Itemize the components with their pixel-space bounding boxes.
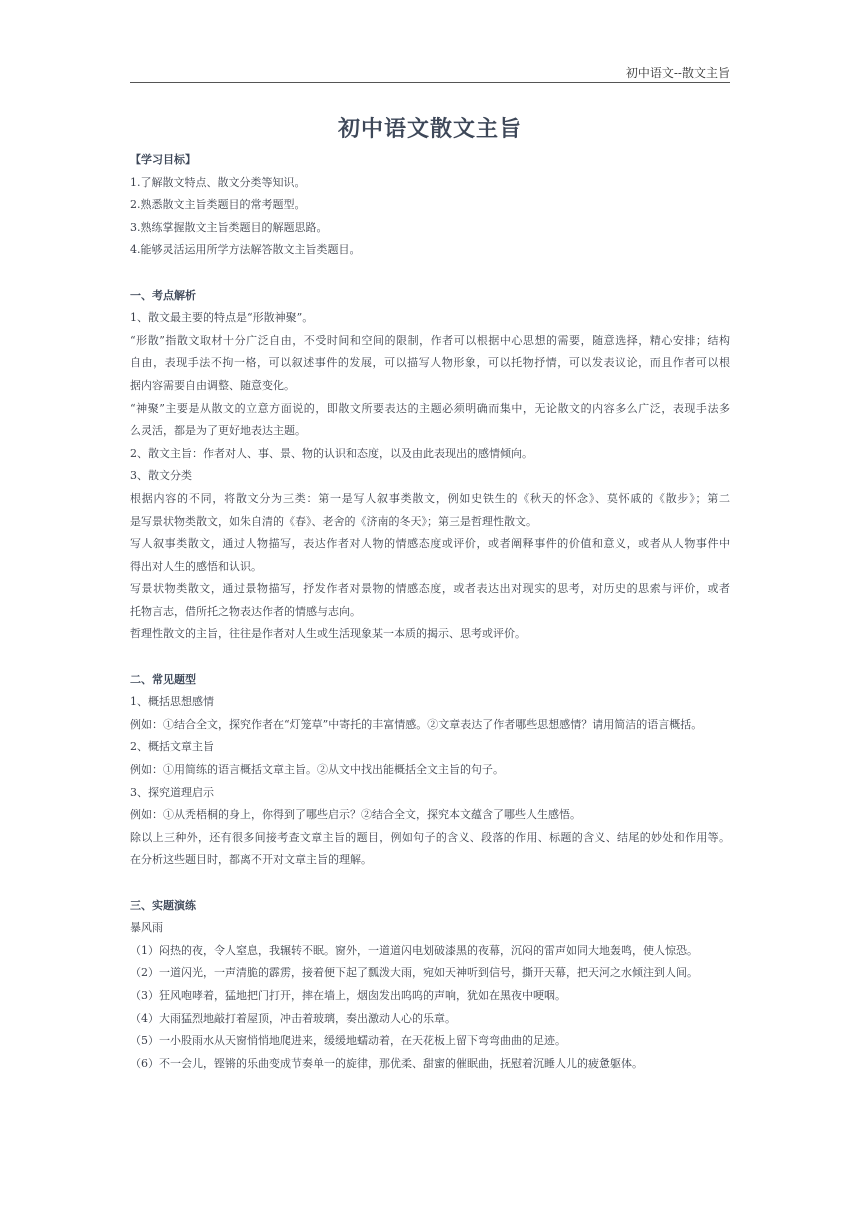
body-line: （4）大雨猛烈地敲打着屋顶，冲击着玻璃，奏出激动人心的乐章。	[130, 1011, 456, 1025]
body-line: （1）闷热的夜，令人窒息，我辗转不眠。窗外，一道道闪电划破漆黑的夜幕，沉闷的雷声如同大地轰鸣，使人惊恐。	[130, 943, 698, 957]
body-line: 除以上三种外，还有很多间接考查文章主旨的题目，例如句子的含义、段落的作用、标题的含义、结尾的妙处和作用等。	[130, 830, 730, 844]
document-body	[130, 149, 730, 1075]
body-line: 3、散文分类	[130, 469, 192, 483]
body-line: 2、散文主旨：作者对人、事、景、物的认识和态度，以及由此表现出的感情倾向。	[130, 446, 533, 460]
header-rule	[130, 82, 730, 83]
body-line: 1、概括思想感情	[130, 695, 214, 709]
body-line: （3）狂风咆哮着，猛地把门打开，摔在墙上，烟囱发出呜呜的声响，犹如在黑夜中哽咽。	[130, 988, 566, 1002]
section-heading: 一、考点解析	[130, 288, 196, 302]
section-heading: 二、常见题型	[130, 672, 196, 686]
running-header: 初中语文--散文主旨	[625, 66, 730, 80]
body-line: 哲理性散文的主旨，往往是作者对人生或生活现象某一本质的揭示、思考或评价。	[130, 627, 526, 641]
body-line: 据内容需要自由调整、随意变化。	[130, 378, 295, 392]
spacer	[130, 646, 730, 669]
objective-item: 1.了解散文特点、散文分类等知识。	[130, 175, 306, 189]
body-line: 写景状物类散文，通过景物描写，抒发作者对景物的情感态度，或者表达出对现实的思考，对历史的思索与评价，或者	[130, 582, 730, 596]
body-line: （2）一道闪光，一声清脆的霹雳，接着便下起了瓢泼大雨，宛如天神听到信号，撕开天幕，把天河之水倾注到人间。	[130, 966, 698, 980]
body-line: 是写景状物类散文，如朱自清的《春》、老舍的《济南的冬天》；第三是哲理性散文。	[130, 514, 537, 528]
body-line: 自由，表现手法不拘一格，可以叙述事件的发展，可以描写人物形象，可以托物抒情，可以发表议论，而且作者可以根	[130, 356, 730, 370]
body-line: 根据内容的不同，将散文分为三类：第一是写人叙事类散文，例如史铁生的《秋天的怀念》、莫怀戚的《散步》；第二	[130, 491, 730, 505]
spacer	[130, 872, 730, 895]
body-line: 写人叙事类散文，通过人物描写，表达作者对人物的情感态度或评价，或者阐释事件的价值和意义，或者从人物事件中	[130, 537, 730, 551]
body-line: 例如：①用简练的语言概括文章主旨。②从文中找出能概括全文主旨的句子。	[130, 763, 504, 777]
body-line: 3、探究道理启示	[130, 785, 214, 799]
spacer	[130, 262, 730, 285]
body-line: “神聚”主要是从散文的立意方面说的，即散文所要表达的主题必须明确而集中，无论散文的内容多么广泛，表现手法多	[130, 401, 730, 415]
objective-item: 2.熟悉散文主旨类题目的常考题型。	[130, 198, 306, 212]
body-line: （6）不一会儿，铿锵的乐曲变成节奏单一的旋律，那优柔、甜蜜的催眠曲，抚慰着沉睡人儿的疲惫躯体。	[130, 1056, 643, 1070]
body-line: 例如：①结合全文，探究作者在“灯笼草”中寄托的丰富情感。②文章表达了作者哪些思想感情？请用简洁的语言概括。	[130, 717, 703, 731]
objectives-heading: 【学习目标】	[130, 153, 196, 166]
section-heading: 三、实题演练	[130, 898, 196, 912]
body-line: 得出对人生的感悟和认识。	[130, 559, 262, 573]
objective-item: 3.熟练掌握散文主旨类题目的解题思路。	[130, 220, 328, 234]
page-title: 初中语文散文主旨	[337, 117, 522, 142]
body-line: 例如：①从秃梧桐的身上，你得到了哪些启示？②结合全文，探究本文蕴含了哪些人生感悟。	[130, 808, 581, 822]
body-line: 1、散文最主要的特点是“形散神聚”。	[130, 311, 314, 325]
body-line: 么灵活，都是为了更好地表达主题。	[130, 424, 306, 438]
body-line: 在分析这些题目时，都离不开对文章主旨的理解。	[130, 853, 372, 867]
body-line: “形散”指散文取材十分广泛自由，不受时间和空间的限制，作者可以根据中心思想的需要，随意选择，精心安排；结构	[130, 333, 730, 347]
body-line: （5）一小股雨水从天窗悄悄地爬进来，缓缓地蠕动着，在天花板上留下弯弯曲曲的足迹。	[130, 1034, 566, 1048]
body-line: 暴风雨	[130, 921, 163, 935]
body-line: 托物言志，借所托之物表达作者的情感与志向。	[130, 604, 361, 618]
body-line: 2、概括文章主旨	[130, 740, 214, 754]
objective-item: 4.能够灵活运用所学方法解答散文主旨类题目。	[130, 243, 361, 257]
